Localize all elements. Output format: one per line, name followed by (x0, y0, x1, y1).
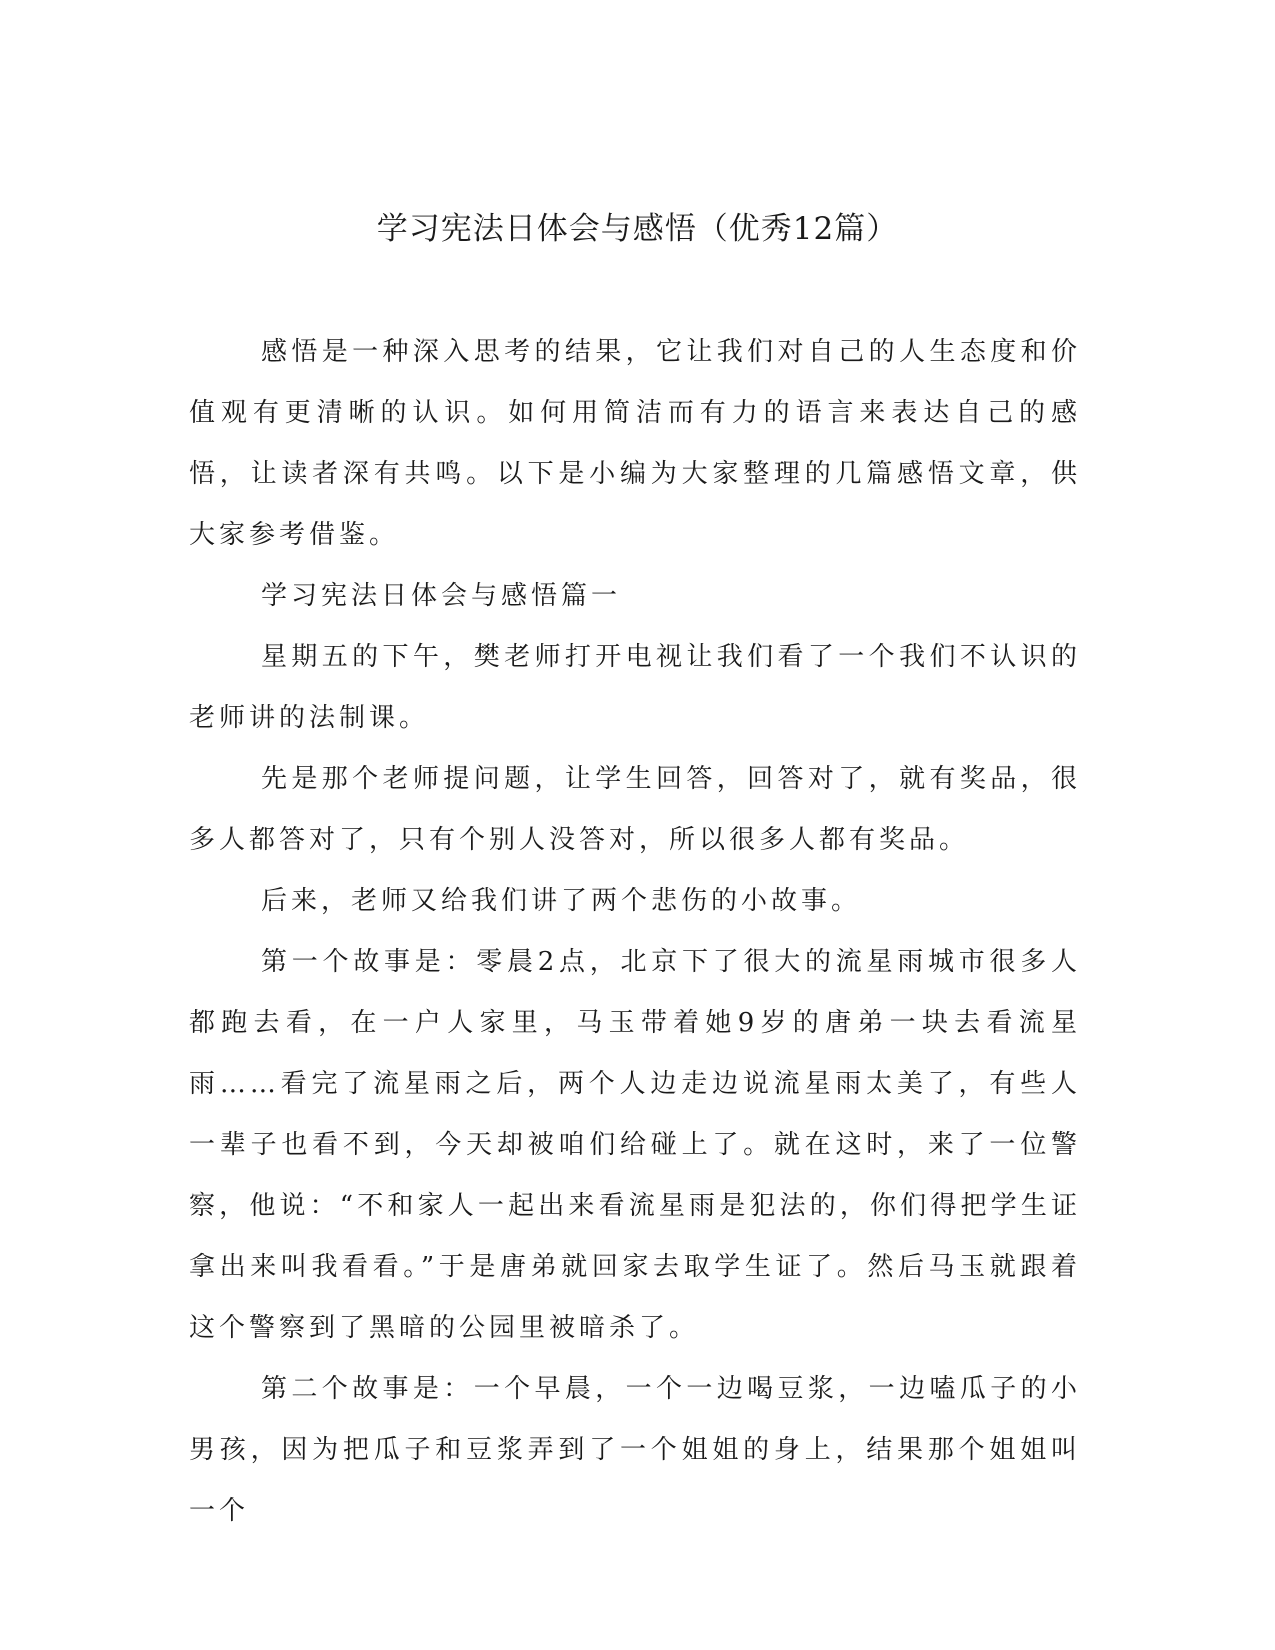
body-paragraph: 第一个故事是：零晨2点，北京下了很大的流星雨城市很多人都跑去看，在一户人家里，马玉带着她9岁的唐弟一块去看流星雨……看完了流星雨之后，两个人边走边说流星雨太美了，有些人一辈子也看不到，今天却被咱们给碰上了。就在这时，来了一位警察，他说：“不和家人一起出来看流星雨是犯法的，你们得把学生证拿出来叫我看看。”于是唐弟就回家去取学生证了。然后马玉就跟着这个警察到了黑暗的公园里被暗杀了。 (189, 947, 1081, 1343)
document-title: 学习宪法日体会与感悟（优秀12篇） (376, 211, 899, 247)
body-paragraph: 第二个故事是：一个早晨，一个一边喝豆浆，一边嗑瓜子的小男孩，因为把瓜子和豆浆弄到了一个姐姐的身上，结果那个姐姐叫一个 (189, 1374, 1081, 1526)
section-heading: 学习宪法日体会与感悟篇一 (261, 581, 622, 611)
body-paragraph: 先是那个老师提问题，让学生回答，回答对了，就有奖品，很多人都答对了，只有个别人没答对，所以很多人都有奖品。 (189, 764, 1081, 855)
body-paragraph: 后来，老师又给我们讲了两个悲伤的小故事。 (261, 886, 862, 916)
document-body (189, 322, 1081, 1542)
body-paragraph: 星期五的下午，樊老师打开电视让我们看了一个我们不认识的老师讲的法制课。 (189, 642, 1081, 733)
intro-paragraph: 感悟是一种深入思考的结果，它让我们对自己的人生态度和价值观有更清晰的认识。如何用简洁而有力的语言来表达自己的感悟，让读者深有共鸣。以下是小编为大家整理的几篇感悟文章，供大家参考借鉴。 (189, 337, 1081, 550)
